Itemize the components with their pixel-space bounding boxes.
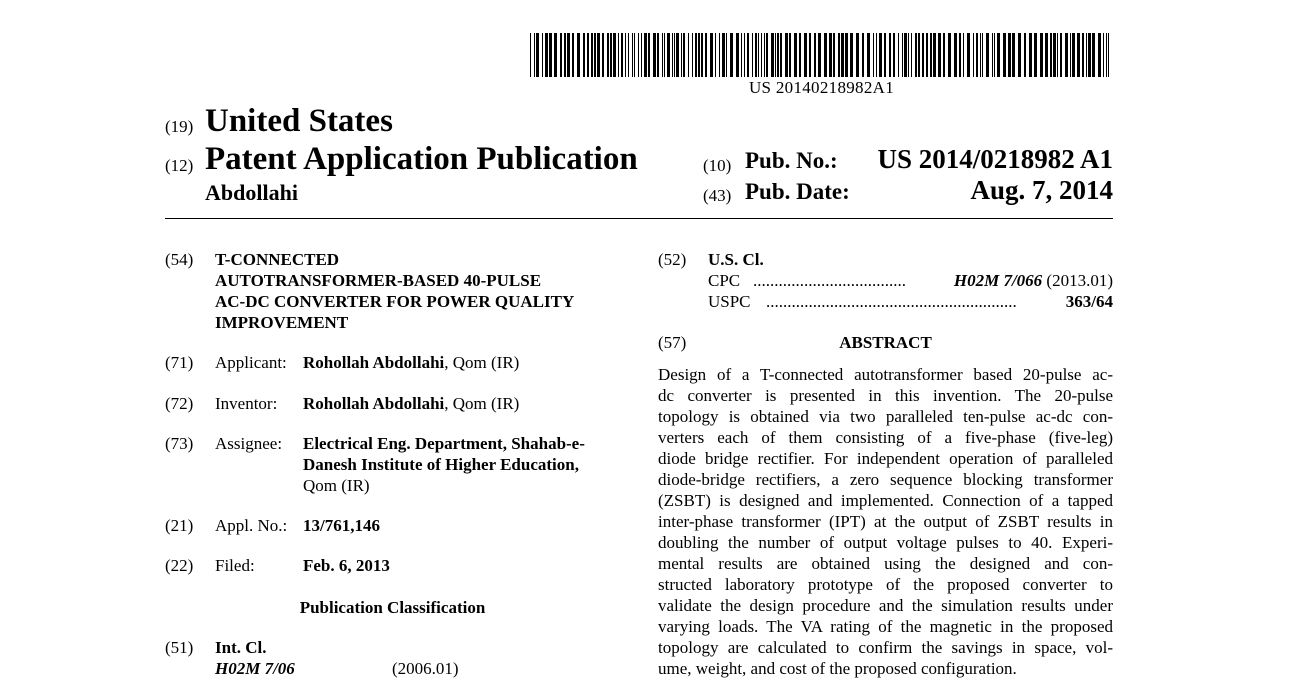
cpc-label: CPC	[708, 271, 741, 290]
abstract-line: dc converter is presented in this invention. The 20-pulse	[658, 386, 1113, 405]
int-cl-class: H02M 7/06	[215, 659, 295, 678]
barcode-bar	[856, 33, 859, 77]
barcode-bar	[884, 33, 886, 77]
country: United States	[205, 103, 393, 139]
barcode-bar	[744, 33, 745, 77]
barcode-bar	[676, 33, 679, 77]
barcode-bar	[775, 33, 776, 77]
barcode-bar	[1029, 33, 1032, 77]
barcode-bar	[893, 33, 895, 77]
barcode-bar	[752, 33, 753, 77]
barcode-bar	[628, 33, 629, 77]
barcode-bar	[681, 33, 682, 77]
barcode-bar	[794, 33, 797, 77]
barcode-bar	[758, 33, 759, 77]
barcode-bar	[1008, 33, 1011, 77]
title-line: AC-DC CONVERTER FOR POWER QUALITY	[215, 292, 575, 311]
cpc-class: H02M 7/066	[953, 271, 1043, 290]
code-10: (10)	[703, 156, 732, 175]
abstract-line: inter-phase transformer (IPT) at the output of ZSBT results in	[658, 512, 1113, 531]
barcode-bar	[976, 33, 978, 77]
uspc-value: 363/64	[1065, 292, 1113, 311]
barcode-bar	[634, 33, 635, 77]
barcode-bar	[554, 33, 557, 77]
barcode-bar	[824, 33, 827, 77]
barcode-bar	[943, 33, 945, 77]
barcode-bar	[997, 33, 1000, 77]
barcode-bar	[785, 33, 788, 77]
inventor-value	[303, 394, 519, 414]
barcode-bar	[572, 33, 574, 77]
barcode-bar	[653, 33, 656, 77]
barcode-bar	[618, 33, 619, 77]
abstract-line: diode-bridge rectifiers, a zero sequence blocking transformer	[658, 470, 1113, 489]
inventor-location: , Qom (IR)	[444, 394, 520, 413]
cpc-year: (2013.01)	[1042, 271, 1113, 290]
assignee-line: Electrical Eng. Department, Shahab-e-	[303, 434, 585, 453]
barcode-bar	[1034, 33, 1037, 77]
uspc-label: USPC	[708, 292, 751, 311]
barcode-number: US 20140218982A1	[748, 78, 895, 97]
barcode-bar	[755, 33, 757, 77]
barcode-bar	[715, 33, 716, 77]
barcode-bar	[818, 33, 821, 77]
abstract-line: validate the design procedure and the simulation results under	[658, 596, 1113, 615]
barcode-bar	[982, 33, 983, 77]
applicant-label: Applicant:	[215, 353, 287, 372]
pub-no-label: Pub. No.:	[745, 148, 838, 173]
barcode-bar	[710, 33, 713, 77]
barcode-bar	[591, 33, 593, 77]
abstract-line: varying loads. The VA rating of the magnetic in the proposed	[658, 617, 1113, 636]
barcode-bar	[683, 33, 685, 77]
barcode-bar	[1082, 33, 1084, 77]
barcode-bar	[761, 33, 762, 77]
barcode-bar	[664, 33, 665, 77]
barcode-bar	[667, 33, 670, 77]
title-line: T-CONNECTED	[215, 250, 340, 269]
barcode-bar	[692, 33, 693, 77]
code-73: (73)	[165, 434, 194, 453]
barcode-bar	[610, 33, 612, 77]
barcode-bar	[530, 33, 531, 77]
barcode-bar	[1053, 33, 1056, 77]
assignee-line: Danesh Institute of Higher Education,	[303, 455, 579, 474]
appl-no-value: 13/761,146	[303, 516, 380, 535]
barcode-bar	[789, 33, 791, 77]
barcode-bar	[780, 33, 782, 77]
code-21: (21)	[165, 516, 194, 535]
code-71: (71)	[165, 353, 194, 372]
barcode-bar	[930, 33, 932, 77]
appl-no-label: Appl. No.:	[215, 516, 288, 535]
int-cl-year: (2006.01)	[392, 659, 459, 678]
barcode-bar	[1024, 33, 1026, 77]
barcode-bar	[1003, 33, 1006, 77]
barcode-bar	[1018, 33, 1021, 77]
publication-type: Patent Application Publication	[205, 141, 638, 177]
barcode-bar	[730, 33, 733, 77]
barcode-bar	[674, 33, 675, 77]
barcode-bar	[967, 33, 970, 77]
barcode-bar	[1070, 33, 1071, 77]
filed-label: Filed:	[215, 556, 255, 575]
barcode-bar	[648, 33, 650, 77]
barcode-bar	[602, 33, 604, 77]
barcode-bar	[1108, 33, 1109, 77]
barcode-bar	[833, 33, 835, 77]
barcode-bar	[695, 33, 697, 77]
barcode-bar	[722, 33, 725, 77]
barcode-bar	[948, 33, 951, 77]
pub-date: Aug. 7, 2014	[970, 175, 1113, 205]
barcode-bar	[741, 33, 742, 77]
barcode-bar	[560, 33, 562, 77]
barcode-bar	[1077, 33, 1080, 77]
barcode-bar	[994, 33, 995, 77]
code-22: (22)	[165, 556, 194, 575]
inventor-name: Rohollah Abdollahi	[303, 394, 445, 413]
pub-date-label: Pub. Date:	[745, 179, 850, 204]
barcode-bar	[726, 33, 727, 77]
barcode-bar	[889, 33, 891, 77]
uspc-dots: ...........................................................	[766, 292, 1017, 311]
barcode-bar	[1088, 33, 1091, 77]
barcode-bar	[764, 33, 765, 77]
applicant-surname: Abdollahi	[205, 180, 298, 205]
barcode-bar	[1106, 33, 1107, 77]
abstract-line: diode bridge rectifier. For independent operation of paralleled	[658, 449, 1113, 468]
barcode-bar	[736, 33, 739, 77]
barcode-bar	[933, 33, 936, 77]
barcode-bar	[1057, 33, 1058, 77]
barcode-bar	[804, 33, 807, 77]
code-43: (43)	[703, 186, 732, 205]
barcode-bar	[657, 33, 659, 77]
applicant-location: , Qom (IR)	[444, 353, 520, 372]
abstract-line: doubling the number of output voltage pulses to 40. Experi-	[658, 533, 1113, 552]
barcode	[530, 33, 1113, 77]
abstract-line: topology are calculated to confirm the savings in space, vol-	[658, 638, 1113, 657]
barcode-bar	[587, 33, 589, 77]
code-12: (12)	[165, 156, 194, 175]
header-rule	[165, 218, 1113, 219]
barcode-bar	[938, 33, 941, 77]
barcode-bar	[607, 33, 609, 77]
barcode-bar	[986, 33, 989, 77]
barcode-bar	[973, 33, 974, 77]
barcode-bar	[918, 33, 920, 77]
barcode-bar	[911, 33, 912, 77]
barcode-bar	[705, 33, 707, 77]
barcode-bar	[867, 33, 870, 77]
applicant-name: Rohollah Abdollahi	[303, 353, 445, 372]
barcode-bar	[625, 33, 626, 77]
barcode-bar	[841, 33, 844, 77]
cpc-dots: ....................................	[753, 271, 906, 290]
barcode-bar	[583, 33, 585, 77]
barcode-bar	[908, 33, 909, 77]
barcode-bar	[672, 33, 673, 77]
barcode-bar	[1103, 33, 1104, 77]
barcode-bar	[876, 33, 877, 77]
barcode-bar	[747, 33, 749, 77]
barcode-bar	[898, 33, 899, 77]
barcode-bar	[959, 33, 961, 77]
barcode-bar	[1098, 33, 1101, 77]
assignee-label: Assignee:	[215, 434, 283, 453]
barcode-bar	[688, 33, 689, 77]
applicant-value	[303, 353, 519, 373]
abstract-line: (ZSBT) is designed and implemented. Connection of a tapped	[658, 491, 1113, 510]
us-cl-label: U.S. Cl.	[708, 250, 764, 269]
barcode-bar	[545, 33, 548, 77]
barcode-bar	[777, 33, 779, 77]
abstract-line: mental results are obtained using the designed and con-	[658, 554, 1113, 573]
barcode-bar	[698, 33, 700, 77]
barcode-bar	[1012, 33, 1015, 77]
abstract-line: Design of a T-connected autotransformer based 20-pulse ac-	[658, 365, 1113, 384]
barcode-bar	[862, 33, 864, 77]
barcode-bar	[980, 33, 981, 77]
barcode-bar	[621, 33, 623, 77]
abstract-line: verters each of them consisting of a five-phase (five-leg)	[658, 428, 1113, 447]
barcode-bar	[922, 33, 924, 77]
barcode-bar	[701, 33, 703, 77]
code-52: (52)	[658, 250, 687, 269]
barcode-bar	[992, 33, 993, 77]
barcode-bar	[879, 33, 882, 77]
barcode-bar	[632, 33, 633, 77]
barcode-bar	[638, 33, 639, 77]
barcode-bar	[1050, 33, 1052, 77]
code-51: (51)	[165, 638, 194, 657]
barcode-bar	[597, 33, 600, 77]
code-57: (57)	[658, 333, 687, 352]
barcode-bar	[1072, 33, 1075, 77]
pub-class-heading: Publication Classification	[299, 598, 486, 617]
barcode-bar	[1040, 33, 1043, 77]
barcode-bar	[954, 33, 957, 77]
barcode-bar	[641, 33, 642, 77]
barcode-bar	[1092, 33, 1095, 77]
barcode-bar	[799, 33, 801, 77]
filed-value: Feb. 6, 2013	[303, 556, 390, 575]
barcode-bar	[567, 33, 570, 77]
barcode-bar	[902, 33, 903, 77]
barcode-bar	[829, 33, 832, 77]
inventor-label: Inventor:	[215, 394, 278, 413]
assignee-location: Qom (IR)	[303, 476, 370, 495]
title-line: IMPROVEMENT	[215, 313, 349, 332]
barcode-bar	[850, 33, 853, 77]
barcode-bar	[904, 33, 907, 77]
barcode-bar	[1045, 33, 1048, 77]
barcode-bar	[1060, 33, 1062, 77]
int-cl-label: Int. Cl.	[215, 638, 267, 657]
barcode-bar	[1086, 33, 1087, 77]
barcode-bar	[873, 33, 874, 77]
barcode-bar	[644, 33, 647, 77]
barcode-bar	[662, 33, 663, 77]
abstract-line: ume, weight, and cost of the proposed configuration.	[658, 659, 1017, 678]
pub-no: US 2014/0218982 A1	[877, 144, 1113, 174]
barcode-bar	[838, 33, 840, 77]
barcode-bar	[542, 33, 543, 77]
barcode-bar	[771, 33, 774, 77]
barcode-bar	[766, 33, 768, 77]
barcode-bar	[613, 33, 616, 77]
barcode-bar	[564, 33, 566, 77]
barcode-bar	[926, 33, 928, 77]
abstract-heading: ABSTRACT	[839, 333, 932, 352]
barcode-bar	[809, 33, 811, 77]
barcode-bar	[577, 33, 580, 77]
code-19: (19)	[165, 117, 194, 136]
barcode-bar	[594, 33, 596, 77]
barcode-bar	[1065, 33, 1068, 77]
barcode-bar	[719, 33, 720, 77]
barcode-bar	[534, 33, 535, 77]
code-72: (72)	[165, 394, 194, 413]
title-line: AUTOTRANSFORMER-BASED 40-PULSE	[215, 271, 542, 290]
cpc-value	[954, 271, 1113, 291]
code-54: (54)	[165, 250, 194, 269]
barcode-bar	[845, 33, 848, 77]
barcode-bar	[963, 33, 964, 77]
barcode-bar	[915, 33, 917, 77]
abstract-line: structed laboratory prototype of the proposed converter to	[658, 575, 1113, 594]
barcode-bar	[549, 33, 552, 77]
barcode-bar	[536, 33, 539, 77]
abstract-line: topology is obtained via two paralleled ten-pulse ac-dc con-	[658, 407, 1113, 426]
barcode-bar	[814, 33, 816, 77]
